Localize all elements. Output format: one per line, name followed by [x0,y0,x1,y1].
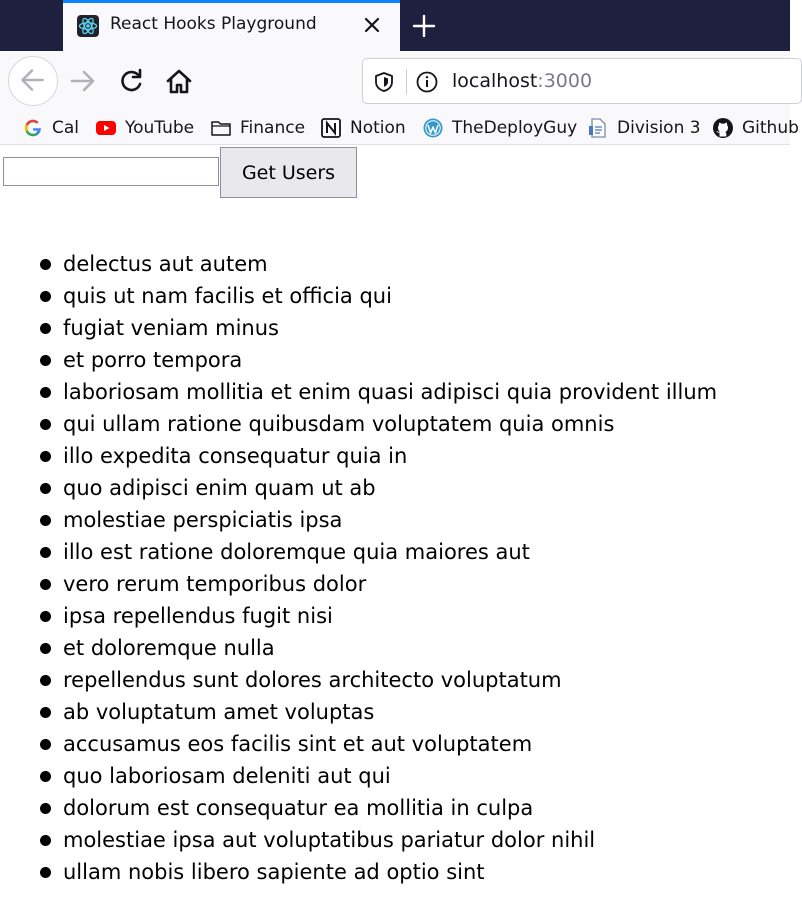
url-port: :3000 [537,70,593,92]
user-list [0,248,717,888]
close-tab-icon[interactable] [361,14,383,36]
bookmark-notion[interactable] [320,115,406,141]
document-icon [587,117,609,139]
user-list-item: repellendus sunt dolores architecto voluptatum [0,664,717,696]
user-list-item: laboriosam mollitia et enim quasi adipisci quia provident illum [0,376,717,408]
new-tab-icon[interactable] [410,12,438,40]
back-button[interactable] [8,56,58,106]
active-tab-indicator [63,0,400,3]
react-icon [77,15,99,37]
bookmark-finance[interactable] [210,115,305,141]
notion-icon [320,117,342,139]
user-list-item: ab voluptatum amet voluptas [0,696,717,728]
bookmark-youtube[interactable] [95,115,194,141]
user-list-item: et doloremque nulla [0,632,717,664]
url-text[interactable] [452,70,592,92]
bookmark-label: Cal [52,118,80,138]
user-list-item: delectus aut autem [0,248,717,280]
bookmark-division-3[interactable] [587,115,701,141]
bookmark-cal[interactable] [22,115,79,141]
tab-title: React Hooks Playground [110,14,317,34]
youtube-icon [95,117,117,139]
tab-strip [0,0,790,51]
info-icon[interactable] [415,70,439,94]
navigation-toolbar [0,51,790,111]
user-list-item: illo est ratione doloremque quia maiores aut [0,536,717,568]
user-list-item: qui ullam ratione quibusdam voluptatem quia omnis [0,408,717,440]
forward-button[interactable] [66,64,100,98]
user-list-item: quo adipisci enim quam ut ab [0,472,717,504]
bookmark-github[interactable] [712,115,799,141]
address-bar[interactable] [362,58,802,104]
home-icon[interactable] [162,64,196,98]
user-list-item: quis ut nam facilis et officia qui [0,280,717,312]
bookmark-thedeployguy[interactable] [422,115,577,141]
user-list-item: ullam nobis libero sapiente ad optio sint [0,856,717,888]
active-tab[interactable] [63,0,400,51]
user-list-item: molestiae perspiciatis ipsa [0,504,717,536]
url-host: localhost [452,70,538,92]
bookmark-label: Github [742,118,799,138]
google-icon [22,117,44,139]
page-content [0,145,790,920]
bookmark-label: Finance [240,118,306,138]
shield-icon[interactable] [373,71,395,93]
user-list-item: accusamus eos facilis sint et aut voluptatem [0,728,717,760]
address-bar-divider [406,69,407,95]
user-list-item: quo laboriosam deleniti aut qui [0,760,717,792]
bookmark-label: YouTube [125,118,195,138]
user-list-item: dolorum est consequatur ea mollitia in culpa [0,792,717,824]
bookmark-label: Division 3 [617,118,701,138]
github-icon [712,117,734,139]
user-list-item: fugiat veniam minus [0,312,717,344]
bookmarks-bar [0,111,799,145]
user-list-item: ipsa repellendus fugit nisi [0,600,717,632]
folder-icon [210,117,232,139]
user-list-item: et porro tempora [0,344,717,376]
wordpress-icon [422,117,444,139]
get-users-button[interactable]: Get Users [220,147,357,198]
reload-icon[interactable] [114,64,148,98]
bookmark-label: Notion [350,118,406,138]
user-list-item: vero rerum temporibus dolor [0,568,717,600]
user-list-item: illo expedita consequatur quia in [0,440,717,472]
user-list-item: molestiae ipsa aut voluptatibus pariatur dolor nihil [0,824,717,856]
bookmark-label: TheDeployGuy [452,118,578,138]
user-input[interactable] [3,157,219,186]
